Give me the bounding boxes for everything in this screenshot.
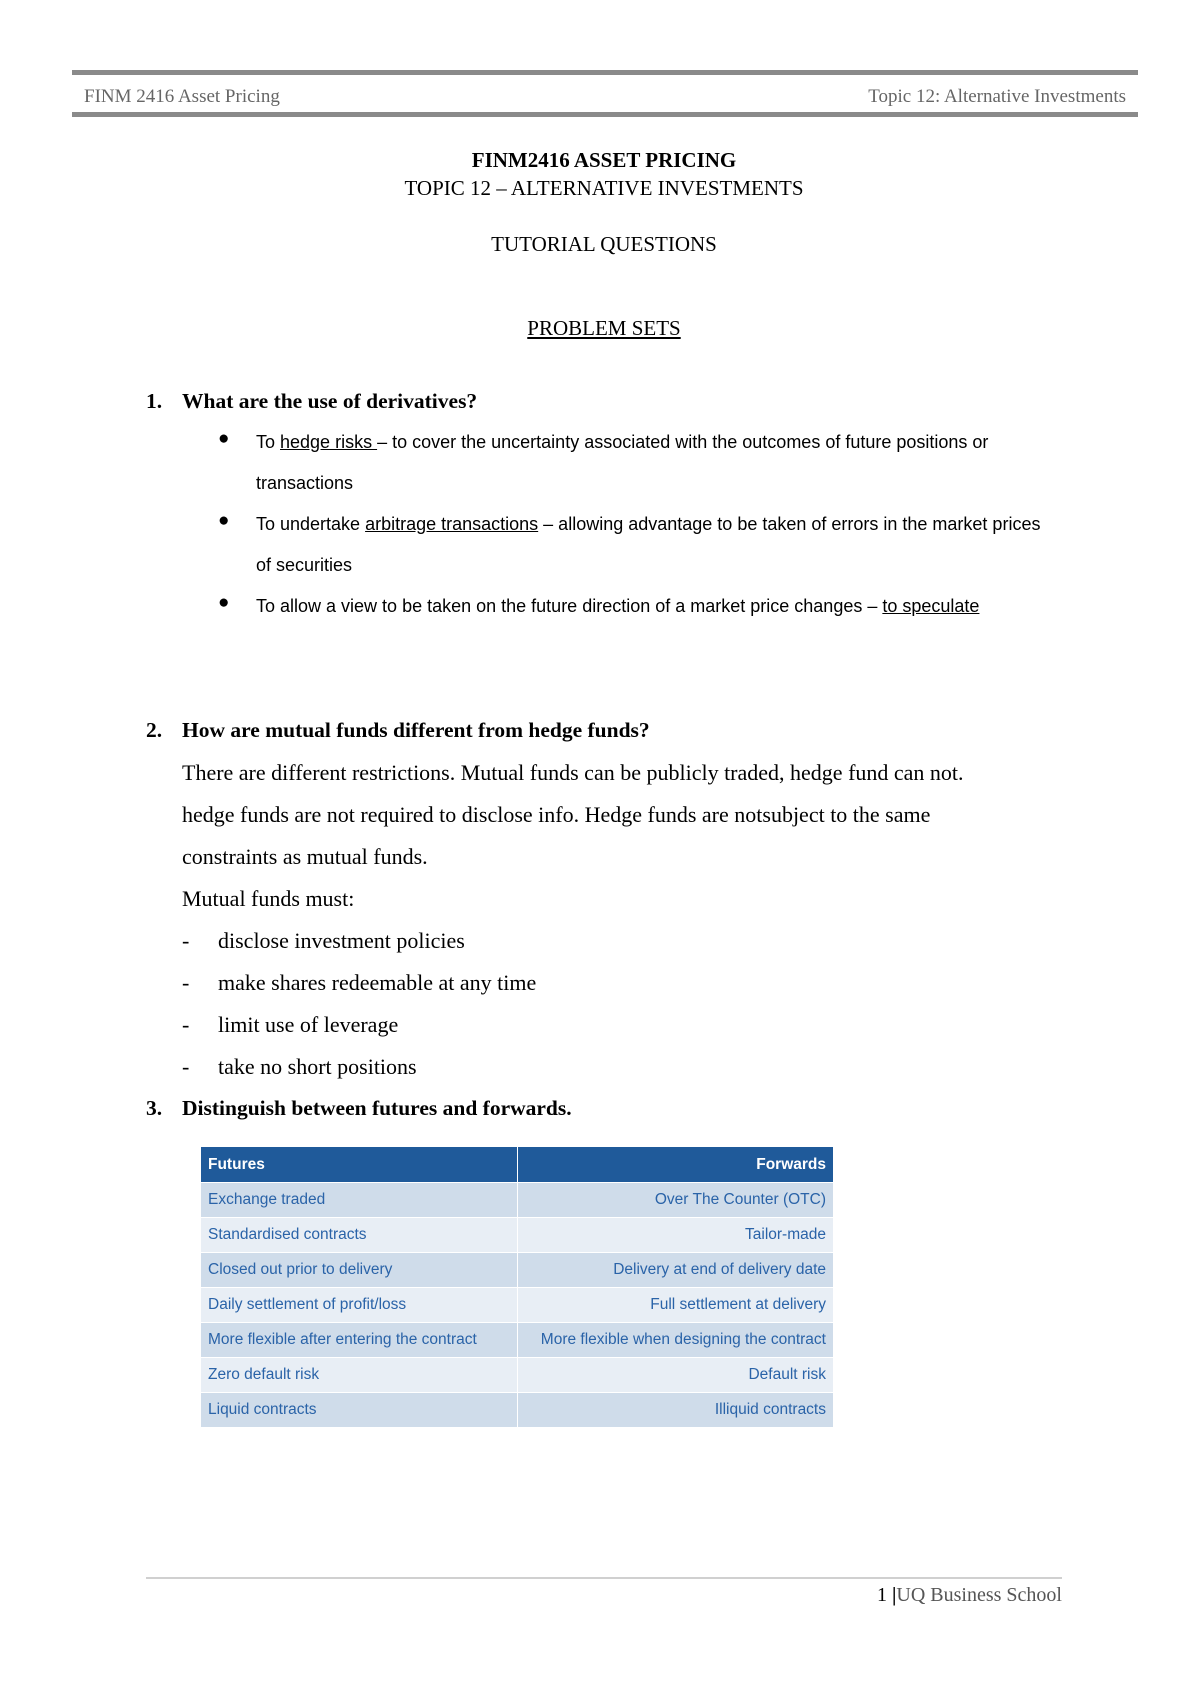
footer — [877, 1584, 1062, 1607]
table-row: More flexible after entering the contract More flexible when designing the contract — [201, 1323, 834, 1358]
table-row: Standardised contracts Tailor-made — [201, 1218, 834, 1253]
question-text: Distinguish between futures and forwards. — [182, 1096, 572, 1120]
doc-subtitle: TOPIC 12 – ALTERNATIVE INVESTMENTS — [404, 176, 804, 200]
list-item: - make shares redeemable at any time — [182, 970, 537, 995]
table-row: Closed out prior to delivery Delivery at end of delivery date — [201, 1253, 834, 1288]
doc-title: FINM2416 ASSET PRICING — [471, 148, 737, 172]
column-header-forwards: Forwards — [518, 1147, 834, 1183]
question-2 — [146, 718, 650, 743]
list-item: To hedge risks – to cover the uncertainty associated with the outcomes of future positions or transactions — [256, 432, 989, 493]
answer-paragraph: There are different restrictions. Mutual funds can be publicly traded, hedge fund can not. hedge funds are not required to disclose info. Hedge funds are notsubject to the same constraints as mutual funds. Mutual funds must: — [182, 760, 964, 911]
list-item: To undertake arbitrage transactions – allowing advantage to be taken of errors in the market prices of securities — [256, 514, 1041, 575]
header-top-rule — [72, 70, 1138, 75]
column-header-futures: Futures — [201, 1147, 518, 1183]
table-row: Zero default risk Default risk — [201, 1358, 834, 1393]
list-item: - disclose investment policies — [182, 928, 465, 953]
table-row: Liquid contracts Illiquid contracts — [201, 1393, 834, 1428]
question-3 — [146, 1096, 572, 1121]
header-left: FINM 2416 Asset Pricing — [84, 86, 280, 107]
question-number: 1. — [146, 389, 163, 413]
table-row: Exchange traded Over The Counter (OTC) — [201, 1183, 834, 1218]
section-heading: PROBLEM SETS — [527, 316, 681, 340]
list-item: To allow a view to be taken on the future direction of a market price changes – to speculate — [256, 596, 980, 616]
bullet-icon: ● — [218, 510, 230, 531]
table-row: Daily settlement of profit/loss Full settlement at delivery — [201, 1288, 834, 1323]
list-item: - limit use of leverage — [182, 1012, 399, 1037]
footer-rule — [146, 1577, 1062, 1579]
dash-list — [182, 920, 536, 1088]
page-number: 1 — [877, 1584, 888, 1606]
bullet-icon: ● — [218, 428, 230, 449]
table-header-row — [201, 1147, 834, 1183]
question-1 — [146, 389, 477, 414]
comparison-table — [200, 1146, 834, 1428]
footer-separator: | — [892, 1584, 897, 1606]
header-bottom-rule — [72, 112, 1138, 117]
list-item: - take no short positions — [182, 1054, 417, 1079]
footer-school: UQ Business School — [896, 1584, 1062, 1606]
doc-tutorial-heading: TUTORIAL QUESTIONS — [491, 232, 717, 256]
question-text: What are the use of derivatives? — [182, 389, 478, 413]
bullet-icon: ● — [218, 592, 230, 613]
question-number: 2. — [146, 718, 163, 742]
question-number: 3. — [146, 1096, 163, 1120]
header-right: Topic 12: Alternative Investments — [868, 86, 1126, 107]
question-text: How are mutual funds different from hedge funds? — [182, 718, 650, 742]
